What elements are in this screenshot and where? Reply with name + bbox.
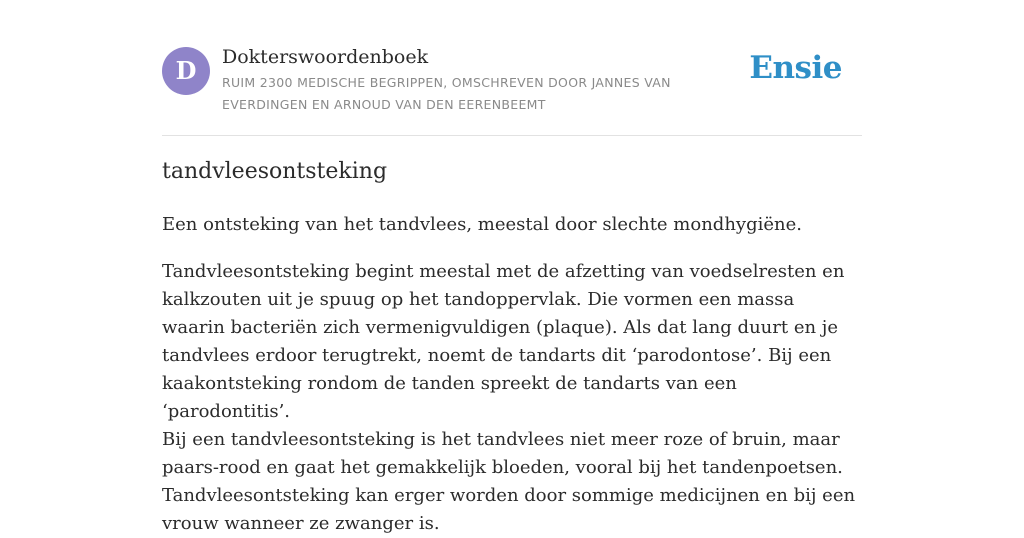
page-container bbox=[162, 0, 862, 534]
dictionary-subtitle: RUIM 2300 MEDISCHE BEGRIPPEN, OMSCHREVEN DOOR JANNES VAN EVERDINGEN EN ARNOUD VAN DEN EERENBEEMT bbox=[222, 75, 671, 112]
entry-paragraph: Tandvleesontsteking kan erger worden door sommige medicijnen en bij een vrouw wanneer ze zwanger is. bbox=[162, 485, 856, 534]
entry-paragraph: Bij een tandvleesontsteking is het tandvlees niet meer roze of bruin, maar paars-rood en gaat het gemakkelijk bloeden, vooral bij het tandenpoetsen. bbox=[162, 429, 843, 478]
dictionary-header bbox=[162, 0, 862, 136]
dictionary-title-link[interactable]: Dokterswoordenboek bbox=[222, 46, 429, 68]
entry-paragraph: Tandvleesontsteking begint meestal met de afzetting van voedselresten en kalkzouten uit je spuug op het tandoppervlak. Die vormen een massa waarin bacteriën zich vermenigvuldigen (plaque). Als dat lang duurt en je tandvlees erdoor terugtrekt, noemt de tandarts dit ‘parodontose’. Bij een kaakontsteking rondom de tanden spreekt de tandarts van een ‘parodontitis’. bbox=[162, 261, 845, 422]
entry-term: tandvleesontsteking bbox=[162, 159, 388, 184]
entry-definition: Een ontsteking van het tandvlees, meestal door slechte mondhygiëne. bbox=[162, 214, 802, 235]
entry-body bbox=[162, 258, 862, 538]
ensie-logo-link[interactable]: Ensie bbox=[749, 50, 842, 86]
dictionary-avatar[interactable]: D bbox=[162, 47, 210, 95]
